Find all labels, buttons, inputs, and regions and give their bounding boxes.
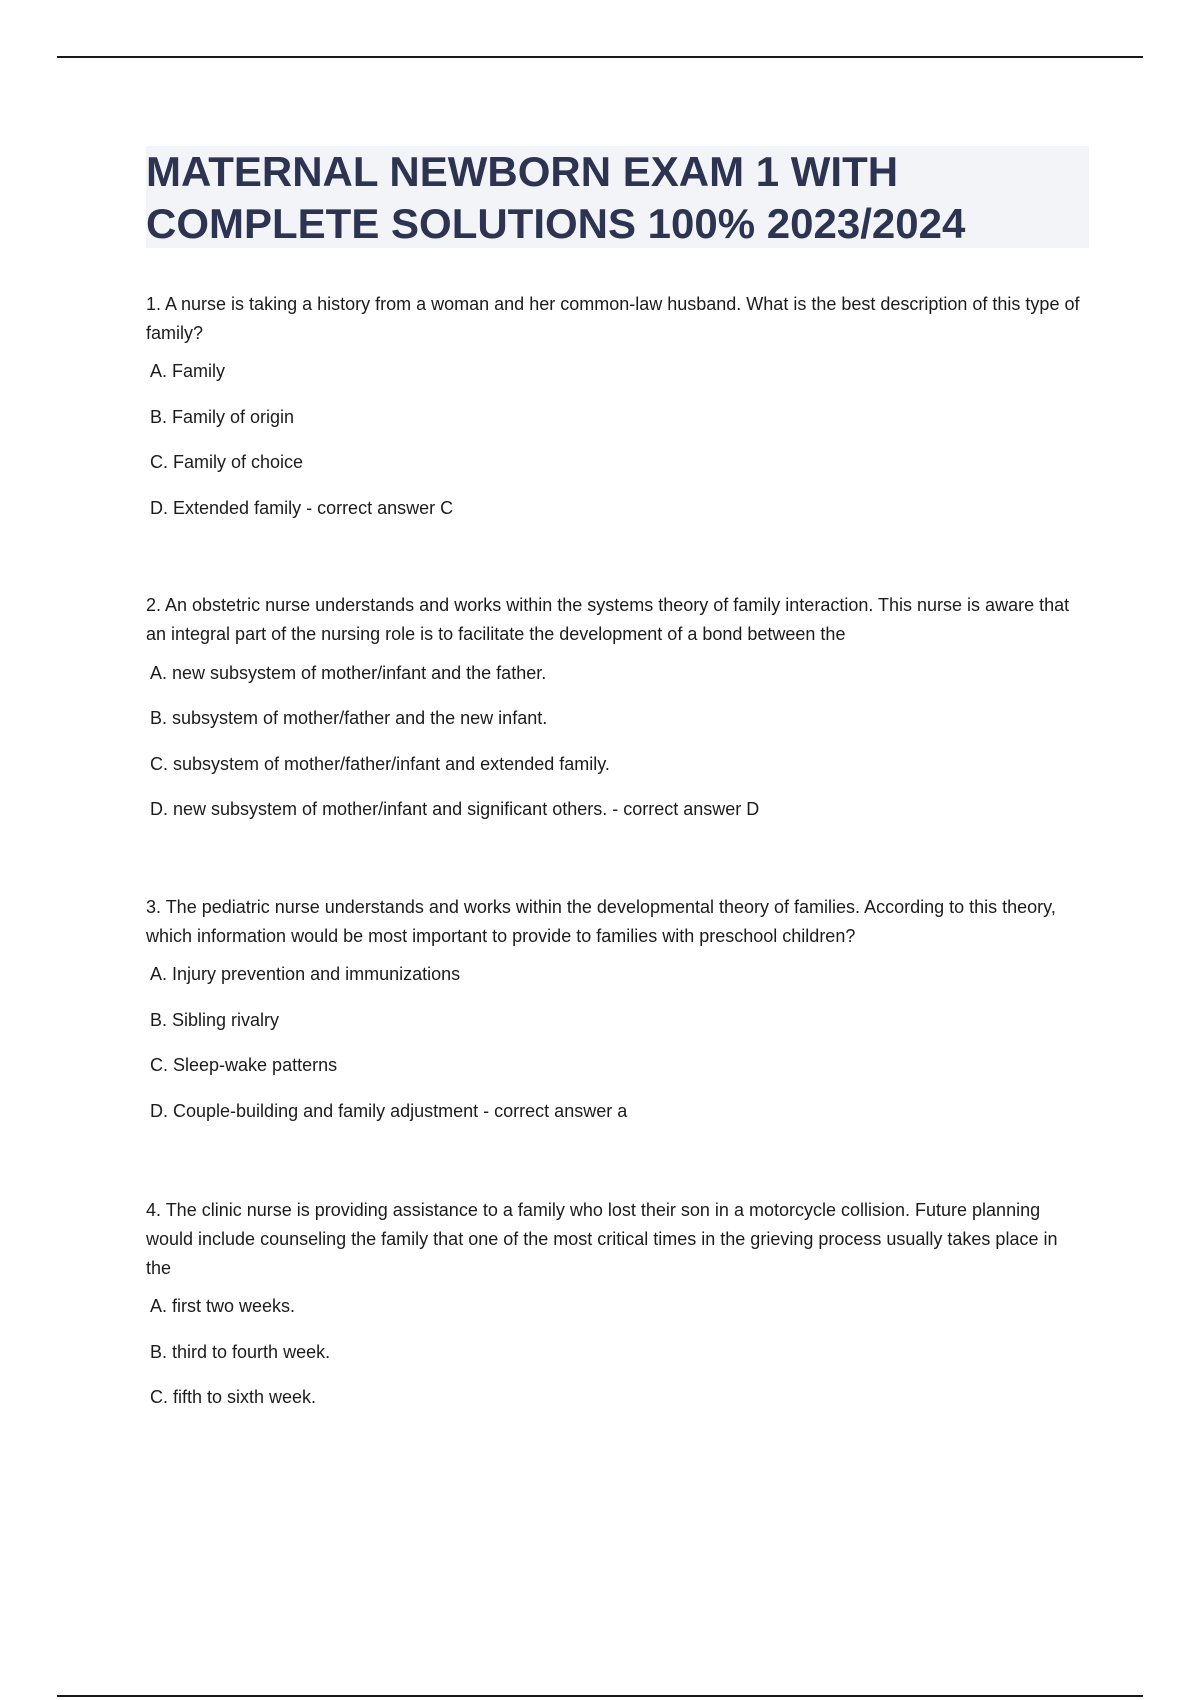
question-4-stem: 4. The clinic nurse is providing assistance to a family who lost their son in a motorcycle collision. Future planning would include counseling the family that one of the most critical times in the grieving process usually takes place in the (146, 1200, 1058, 1278)
question-1-option-c: C. Family of choice (150, 452, 304, 472)
bottom-rule (57, 1695, 1143, 1697)
question-3-option-c: C. Sleep-wake patterns (150, 1055, 338, 1075)
question-2-option-d: D. new subsystem of mother/infant and significant others. - correct answer D (150, 799, 760, 819)
question-1 (146, 290, 1086, 518)
question-3-option-d: D. Couple-building and family adjustment - correct answer a (150, 1101, 628, 1121)
question-4-option-c: C. fifth to sixth week. (150, 1387, 317, 1407)
title-banner (146, 146, 1089, 248)
question-1-stem: 1. A nurse is taking a history from a woman and her common-law husband. What is the best description of this type of family? (146, 294, 1080, 343)
question-2-option-b: B. subsystem of mother/father and the new infant. (150, 708, 548, 728)
question-3 (146, 893, 1086, 1121)
question-4 (146, 1196, 1086, 1407)
question-2-option-a: A. new subsystem of mother/infant and the father. (150, 663, 547, 683)
question-1-option-b: B. Family of origin (150, 407, 295, 427)
question-2 (146, 591, 1086, 819)
title-line-1: MATERNAL NEWBORN EXAM 1 WITH (146, 148, 899, 195)
top-rule (57, 56, 1143, 58)
question-4-option-b: B. third to fourth week. (150, 1342, 331, 1362)
question-3-option-b: B. Sibling rivalry (150, 1010, 280, 1030)
question-3-option-a: A. Injury prevention and immunizations (150, 964, 461, 984)
question-3-stem: 3. The pediatric nurse understands and works within the developmental theory of families. According to this theory, which information would be most important to provide to families with preschool children? (146, 897, 1056, 946)
document-title (146, 146, 1089, 250)
question-1-option-d: D. Extended family - correct answer C (150, 498, 454, 518)
question-2-option-c: C. subsystem of mother/father/infant and extended family. (150, 754, 610, 774)
question-2-stem: 2. An obstetric nurse understands and works within the systems theory of family interaction. This nurse is aware that an integral part of the nursing role is to facilitate the development of a bond between the (146, 595, 1070, 644)
question-1-option-a: A. Family (150, 361, 226, 381)
question-4-option-a: A. first two weeks. (150, 1296, 296, 1316)
title-line-2: COMPLETE SOLUTIONS 100% 2023/2024 (146, 200, 966, 247)
